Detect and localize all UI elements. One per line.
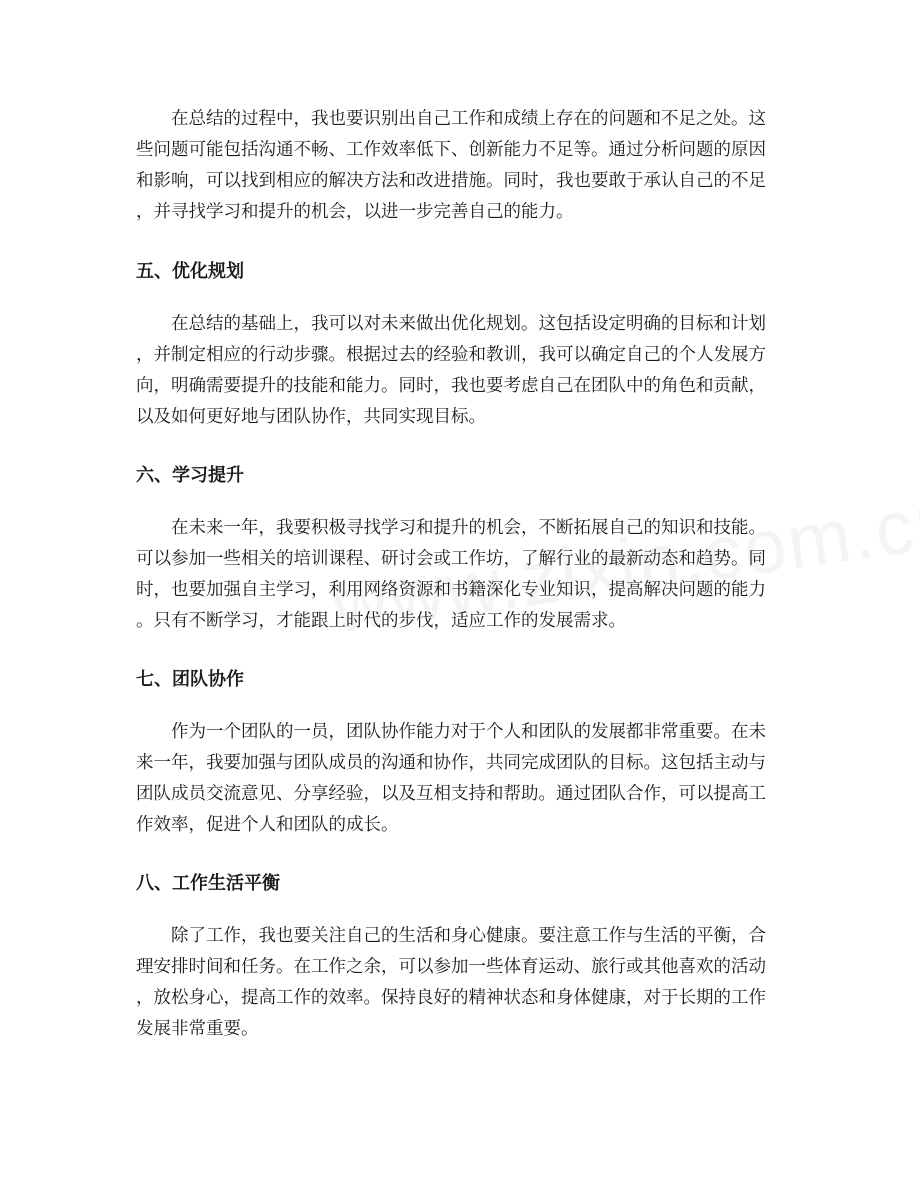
text-line: 和影响，可以找到相应的解决方法和改进措施。同时，我也要敢于承认自己的不足 <box>136 171 766 191</box>
text-line: 在总结的基础上，我可以对未来做出优化规划。这包括设定明确的目标和计划 <box>136 314 766 334</box>
section-5 <box>136 257 784 433</box>
text-line: 发展非常重要。 <box>136 1019 259 1039</box>
text-line: 。只有不断学习，才能跟上时代的步伐，适应工作的发展需求。 <box>136 611 626 631</box>
paragraph <box>136 513 784 637</box>
text-line: 团队成员交流意见、分享经验，以及互相支持和帮助。通过团队合作，可以提高工 <box>136 784 766 804</box>
section-heading: 七、团队协作 <box>136 669 244 690</box>
text-line: 在总结的过程中，我也要识别出自己工作和成绩上存在的问题和不足之处。这 <box>136 109 766 129</box>
text-line: 时，也要加强自主学习，利用网络资源和书籍深化专业知识，提高解决问题的能力 <box>136 580 766 600</box>
text-line: 向，明确需要提升的技能和能力。同时，我也要考虑自己在团队中的角色和贡献， <box>136 376 766 396</box>
text-line: 除了工作，我也要关注自己的生活和身心健康。要注意工作与生活的平衡，合 <box>136 926 766 946</box>
section-6 <box>136 461 784 637</box>
paragraph <box>136 921 784 1045</box>
text-line: 可以参加一些相关的培训课程、研讨会或工作坊，了解行业的最新动态和趋势。同 <box>136 549 766 569</box>
text-line: 些问题可能包括沟通不畅、工作效率低下、创新能力不足等。通过分析问题的原因 <box>136 140 766 160</box>
text-line: 作为一个团队的一员，团队协作能力对于个人和团队的发展都非常重要。在未 <box>136 722 766 742</box>
text-line: ，并制定相应的行动步骤。根据过去的经验和教训，我可以确定自己的个人发展方 <box>136 345 766 365</box>
section-7 <box>136 665 784 841</box>
text-line: 作效率，促进个人和团队的成长。 <box>136 815 399 835</box>
text-line: 以及如何更好地与团队协作，共同实现目标。 <box>136 407 486 427</box>
text-line: 在未来一年，我要积极寻找学习和提升的机会，不断拓展自己的知识和技能。 <box>136 518 766 538</box>
text-line: 理安排时间和任务。在工作之余，可以参加一些体育运动、旅行或其他喜欢的活动 <box>136 957 766 977</box>
text-line: ，放松身心，提高工作的效率。保持良好的精神状态和身体健康，对于长期的工作 <box>136 988 766 1008</box>
text-line: ，并寻找学习和提升的机会，以进一步完善自己的能力。 <box>136 202 574 222</box>
section-heading: 五、优化规划 <box>136 261 244 282</box>
text-line: 来一年，我要加强与团队成员的沟通和协作，共同完成团队的目标。这包括主动与 <box>136 753 766 773</box>
section-0 <box>136 104 784 228</box>
document-body <box>136 104 784 1045</box>
paragraph <box>136 309 784 433</box>
paragraph <box>136 104 784 228</box>
section-heading: 六、学习提升 <box>136 465 244 486</box>
section-heading: 八、工作生活平衡 <box>136 873 280 894</box>
section-8 <box>136 869 784 1045</box>
paragraph <box>136 717 784 841</box>
